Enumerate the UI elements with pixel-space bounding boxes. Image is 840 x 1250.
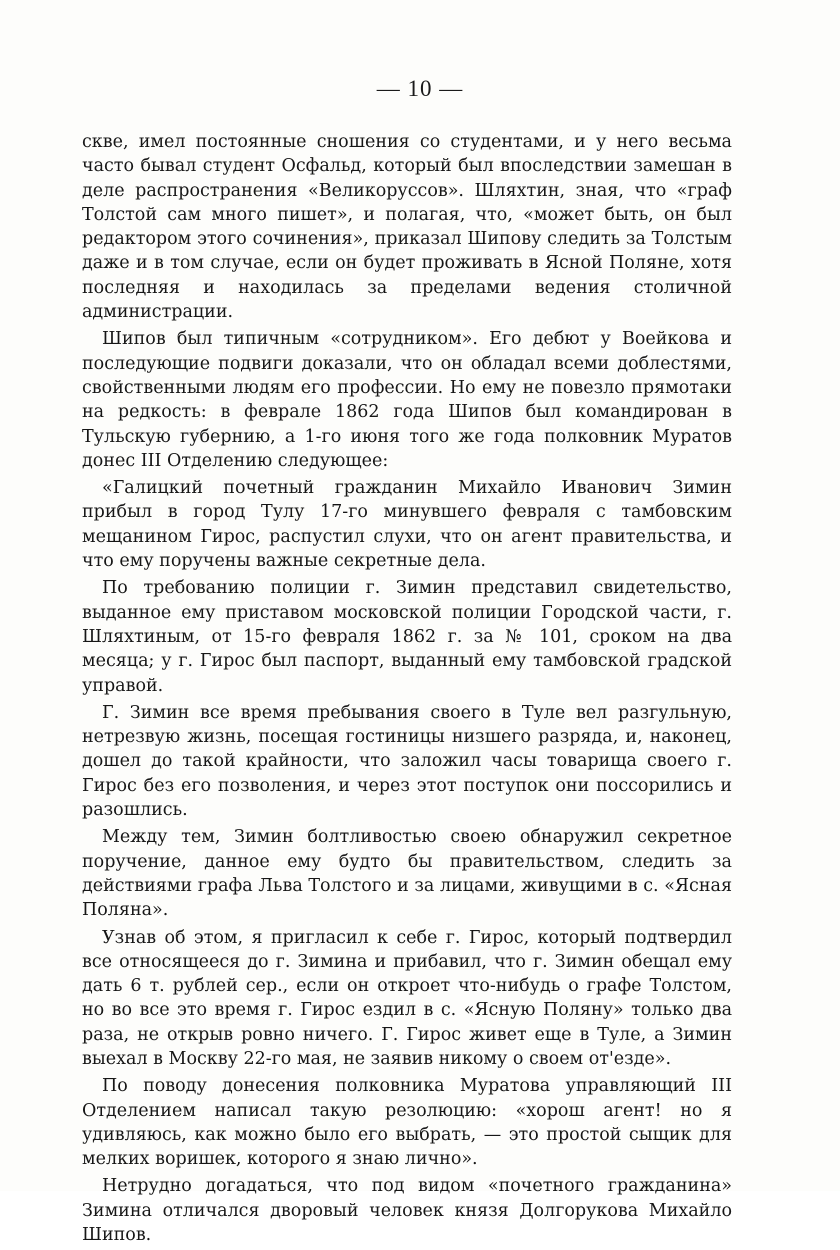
paragraph-6: Между тем, Зимин болтливостью своею обнаружил секретное поручение, данное ему будто бы правительством, следить за действиями графа Льва Толстого и за лицами, живущими в с. «Ясная Поляна». bbox=[82, 827, 732, 921]
paragraph-5: Г. Зимин все время пребывания своего в Туле вел разгульную, нетрезвую жизнь, посещая гостиницы низшего разряда, и, наконец, дошел до такой крайности, что заложил часы товарища своего г. Гирос без его позволения, и через этот поступок они поссорились и разошлись. bbox=[82, 702, 732, 821]
paragraph-2: Шипов был типичным «сотрудником». Его дебют у Воейкова и последующие подвиги доказали, что он обладал всеми доблестями, свойственными людям его профессии. Но ему не повезло прямотаки на редкость: в феврале 1862 года Шипов был командирован в Тульскую губернию, а 1-го июня того же года полковник Муратов донес III Отделению следующее: bbox=[82, 329, 732, 471]
paragraph-8: По поводу донесения полковника Муратова управляющий III Отделением написал такую резолюцию: «хорош агент! но я удивляюсь, как можно было его выбрать, — это простой сыщик для мелких воришек, которого я знаю лично». bbox=[82, 1076, 732, 1170]
paragraph-1: скве, имел постоянные сношения со студентами, и у него весьма часто бывал студент Осфальд, который был впоследствии замешан в деле распространения «Великоруссов». Шляхтин, зная, что «граф Толстой сам много пишет», и полагая, что, «может быть, он был редактором этого сочинения», приказал Шипову следить за Толстым даже и в том случае, если он будет проживать в Ясной Поляне, хотя последняя и находилась за пределами ведения столичной администрации. bbox=[82, 132, 732, 323]
page-number: — 10 — bbox=[376, 76, 464, 101]
paragraph-3: «Галицкий почетный гражданин Михайло Иванович Зимин прибыл в город Тулу 17-го минувшего февраля с тамбовским мещанином Гирос, распустил слухи, что он агент правительства, и что ему поручены важные секретные дела. bbox=[82, 478, 732, 572]
paragraph-4: По требованию полиции г. Зимин представил свидетельство, выданное ему приставом московской полиции Городской части, г. Шляхтиным, от 15-го февраля 1862 г. за № 101, сроком на два месяца; у г. Гирос был паспорт, выданный ему тамбовской градской управой. bbox=[82, 578, 732, 696]
paragraph-7: Узнав об этом, я пригласил к себе г. Гирос, который подтвердил все относящееся до г. Зимина и прибавил, что г. Зимин обещал ему дать 6 т. рублей сер., если он откроет что-нибудь о графе Толстом, но во все это время г. Гирос ездил в с. «Ясную Поляну» только два раза, не открыв ровно ничего. Г. Гирос живет еще в Туле, а Зимин выехал в Москву 22-го мая, не заявив никому о своем от'езде». bbox=[82, 927, 732, 1069]
body-text bbox=[82, 130, 732, 1250]
paragraph-9: Нетрудно догадаться, что под видом «почетного гражданина» Зимина отличался дворовый человек князя Долгорукова Михайло Шипов. bbox=[82, 1176, 732, 1246]
